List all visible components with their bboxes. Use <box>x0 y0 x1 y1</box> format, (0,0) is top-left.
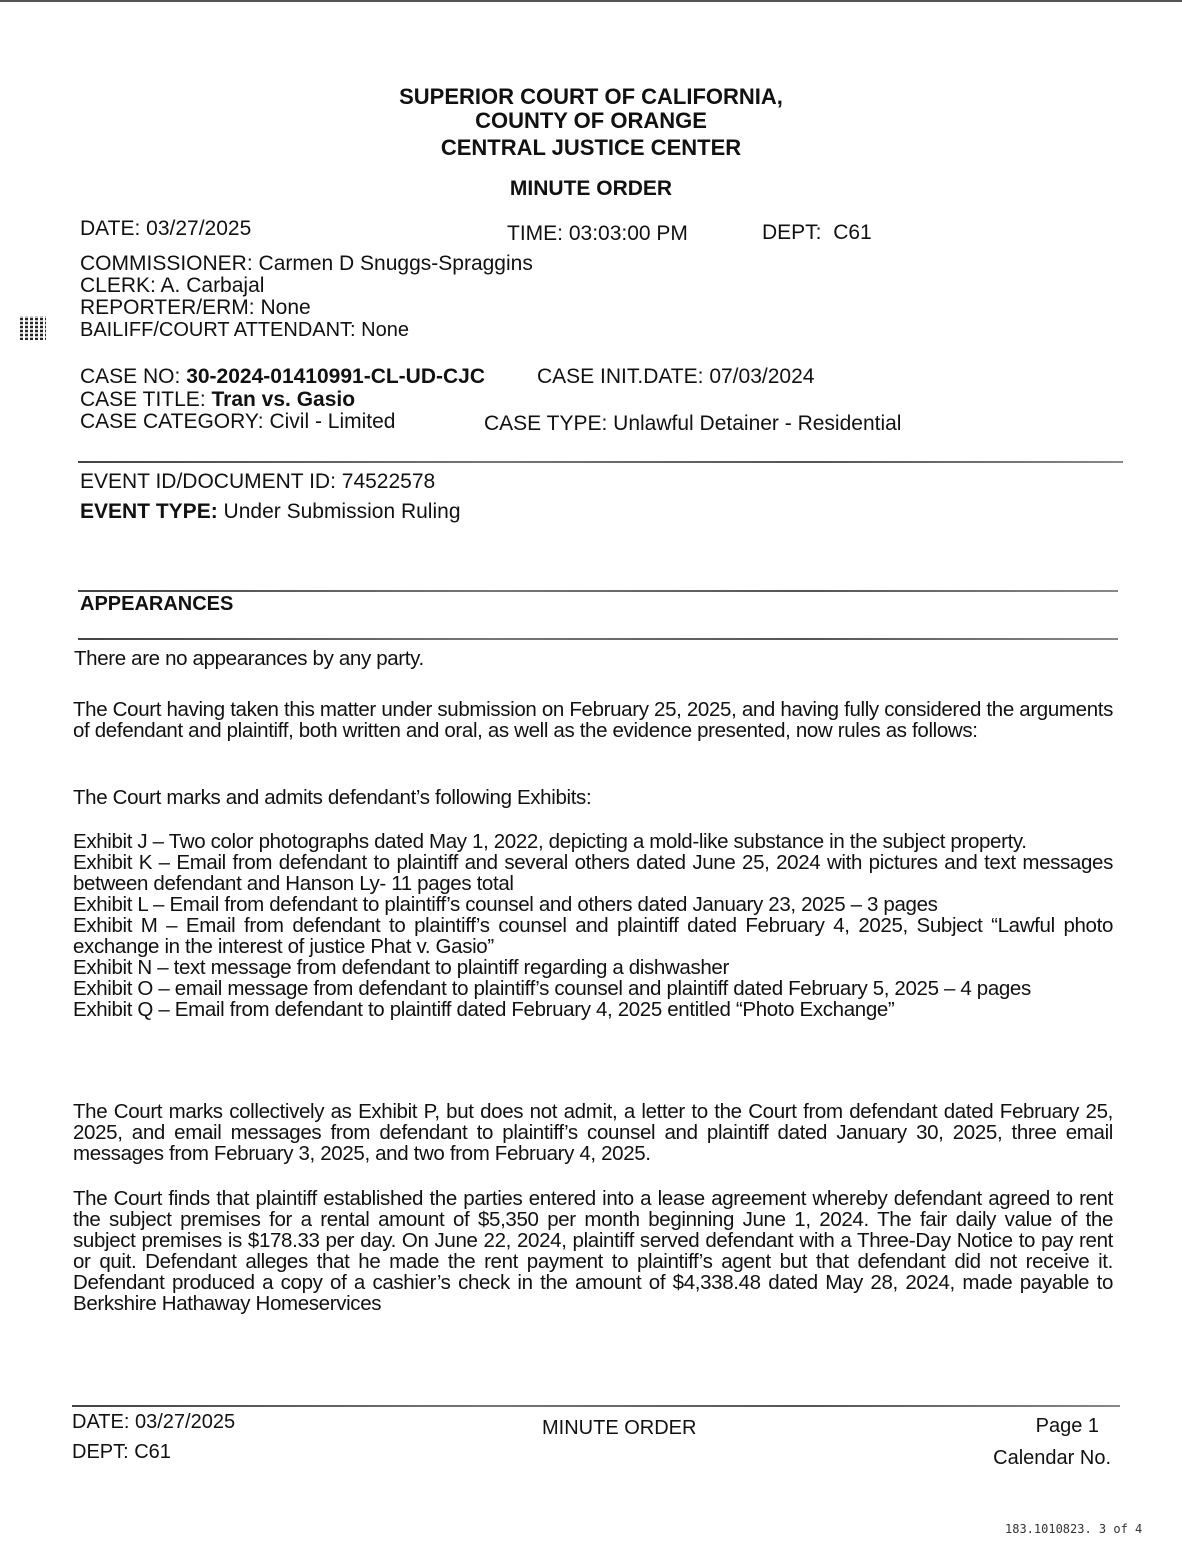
exhibit-item: Exhibit O – email message from defendant to plaintiff’s counsel and plaintiff dated February 5, 2025 – 4 pages <box>73 977 1031 1000</box>
case-number: CASE NO: 30-2024-01410991-CL-UD-CJC <box>80 365 486 388</box>
case-category: CASE CATEGORY: Civil - Limited <box>80 410 396 433</box>
page-number: Page 1 <box>1035 1415 1099 1437</box>
commissioner: COMMISSIONER: Carmen D Snuggs-Spraggins <box>80 252 533 275</box>
scan-top-edge <box>0 0 1182 2</box>
court-name: SUPERIOR COURT OF CALIFORNIA, <box>399 84 783 109</box>
footer-dept: DEPT: C61 <box>72 1441 171 1463</box>
exhibits-intro-paragraph: The Court marks and admits defendant’s following Exhibits: <box>73 786 592 809</box>
divider <box>78 461 1123 463</box>
exhibit-item: Exhibit N – text message from defendant to plaintiff regarding a dishwasher <box>73 956 729 979</box>
exhibit-p-paragraph: The Court marks collectively as Exhibit P, but does not admit, a letter to the Court from defendant dated February 25, 2025, and email messages from defendant to plaintiff’s counsel and plaintiff dated January 30, 2025, three email messages from February 3, 2025, and two from February 4, 2025. <box>73 1100 1113 1165</box>
findings-paragraph: The Court finds that plaintiff established the parties entered into a lease agreement whereby defendant agreed to rent the subject premises for a rental amount of $5,350 per month beginning June 1, 2024. The fair daily value of the subject premises is $178.33 per day. On June 22, 2024, plaintiff served defendant with a Three-Day Notice to pay rent or quit. Defendant alleges that he made the rent payment to plaintiff’s agent but that defendant did not receive it. Defendant produced a copy of a cashier’s check in the amount of $4,338.48 dated May 28, 2024, made payable to Berkshire Hathaway Homeservices <box>73 1187 1113 1315</box>
case-type: CASE TYPE: Unlawful Detainer - Residential <box>484 412 902 435</box>
exhibit-item: Exhibit J – Two color photographs dated May 1, 2022, depicting a mold-like substance in the subject property. <box>73 830 1027 853</box>
hearing-date: DATE: 03/27/2025 <box>80 217 252 240</box>
hearing-time: TIME: 03:03:00 PM <box>507 222 688 245</box>
document-title: MINUTE ORDER <box>509 177 673 200</box>
footer-title: MINUTE ORDER <box>542 1417 697 1439</box>
divider <box>78 638 1118 640</box>
court-center: CENTRAL JUSTICE CENTER <box>440 135 742 160</box>
footer-date: DATE: 03/27/2025 <box>72 1411 236 1433</box>
case-title: CASE TITLE: Tran vs. Gasio <box>80 388 356 411</box>
event-id: EVENT ID/DOCUMENT ID: 74522578 <box>80 470 436 493</box>
court-county: COUNTY OF ORANGE <box>475 108 707 133</box>
exhibit-list <box>73 831 1113 1020</box>
exhibit-item: Exhibit Q – Email from defendant to plaintiff dated February 4, 2025 entitled “Photo Exchange” <box>73 998 895 1021</box>
appearances-heading: APPEARANCES <box>80 593 234 615</box>
department: DEPT: C61 <box>762 221 872 244</box>
divider <box>78 590 1118 592</box>
datamatrix-barcode-icon <box>20 316 46 340</box>
exhibit-item: Exhibit M – Email from defendant to plaintiff’s counsel and plaintiff dated February 4, 2025, Subject “Lawful photo exchange in the interest of justice Phat v. Gasio” <box>73 914 1113 958</box>
clerk: CLERK: A. Carbajal <box>80 274 265 297</box>
reporter: REPORTER/ERM: None <box>80 296 311 319</box>
bailiff: BAILIFF/COURT ATTENDANT: None <box>80 319 409 341</box>
appearances-text: There are no appearances by any party. <box>74 647 424 670</box>
ruling-intro-paragraph: The Court having taken this matter under submission on February 25, 2025, and having fully considered the arguments of defendant and plaintiff, both written and oral, as well as the evidence presented, now rules as follows: <box>73 698 1113 742</box>
event-type: EVENT TYPE: Under Submission Ruling <box>80 500 461 523</box>
exhibit-item: Exhibit K – Email from defendant to plaintiff and several others dated June 25, 2024 with pictures and text messages between defendant and Hanson Ly- 11 pages total <box>73 851 1113 895</box>
exhibit-item: Exhibit L – Email from defendant to plaintiff’s counsel and others dated January 23, 2025 – 3 pages <box>73 893 938 916</box>
case-init-date: CASE INIT.DATE: 07/03/2024 <box>537 365 815 388</box>
footer-divider <box>72 1405 1120 1407</box>
fax-stamp: 183.1010823. 3 of 4 <box>1005 1522 1143 1536</box>
calendar-number: Calendar No. <box>993 1447 1111 1469</box>
